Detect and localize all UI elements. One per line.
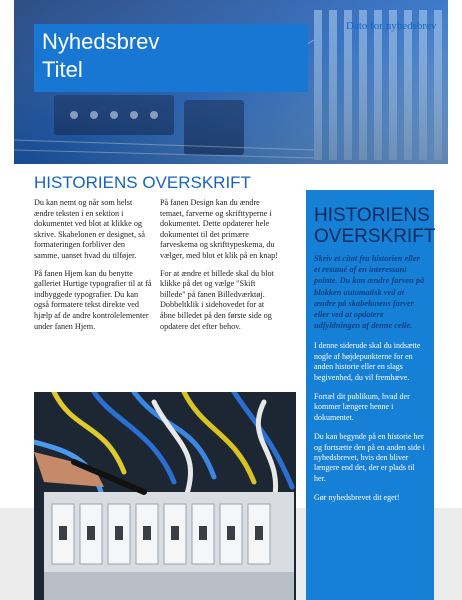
title-line-1: Nyhedsbrev (42, 29, 160, 54)
sidebar-panel (306, 190, 434, 600)
column2-paragraph: På fanen Design kan du ændre temaet, farverne og skrifttyperne i dokumentet. Dette opdaterer hele dokumentet til det primære farveskema og skrifttypeskema, du vælger, med blot et klik på en knap! (160, 198, 278, 260)
column1-paragraph: Du kan nemt og når som helst ændre teksten i en sektion i dokumentet ved blot at klikke og skrive. Skabelonen er designet, så formateringen forbliver den samme, uanset hvad du tilføjer. (34, 198, 145, 260)
column2-paragraph: For at ændre et billede skal du blot klikke på det og vælge "Skift billede" på fanen Billedværktøj. Dobbeltklik i sidehovedet for at åbne billedet på den første side og opdatere det efter behov. (160, 268, 274, 331)
newsletter-title (34, 24, 308, 92)
sidebar-paragraph: Gør nyhedsbrevet dit eget! (314, 493, 400, 503)
column1-paragraph: På fanen Hjem kan du benytte galleriet Hurtige typografier til at få indbyggede typografier. Du kan også formatere tekst direkte ved hjælp af de andre kontrolelementer under fanen Hjem. (34, 268, 152, 331)
sidebar-paragraph: Du kan begynde på en historie her og fortsætte den på en anden side i nyhedsbrevet, hvis den bliver længere end det, der er plads til her. (314, 432, 425, 483)
newsletter-date: Dato for nyhedsbrev (346, 20, 437, 32)
title-line-2: Titel (42, 57, 83, 82)
electrical-panel-photo (34, 392, 296, 600)
story-column-1 (34, 198, 152, 339)
sidebar-paragraph: I denne siderude skal du indsætte nogle af højdepunkterne for en anden historie eller en slags begivenhed, du vil fremhæve. (314, 341, 421, 382)
sidebar-paragraph: Fortæl dit publikum, hvad der kommer længere henne i dokumentet. (314, 392, 410, 422)
story-headline: HISTORIENS OVERSKRIFT (34, 173, 251, 192)
electrical-panel-illustration (34, 392, 296, 600)
sidebar-quote: Skriv et citat fra historien eller et resumé af en interessant pointe. Du kan ændre farven på blokken automatisk ved at ændre på skabelonens farver eller ved at opdatere udfyldningen af denne celle. (314, 254, 425, 331)
story-column-2 (160, 198, 278, 339)
sidebar-headline: HISTORIENS OVERSKRIFT (314, 205, 436, 247)
